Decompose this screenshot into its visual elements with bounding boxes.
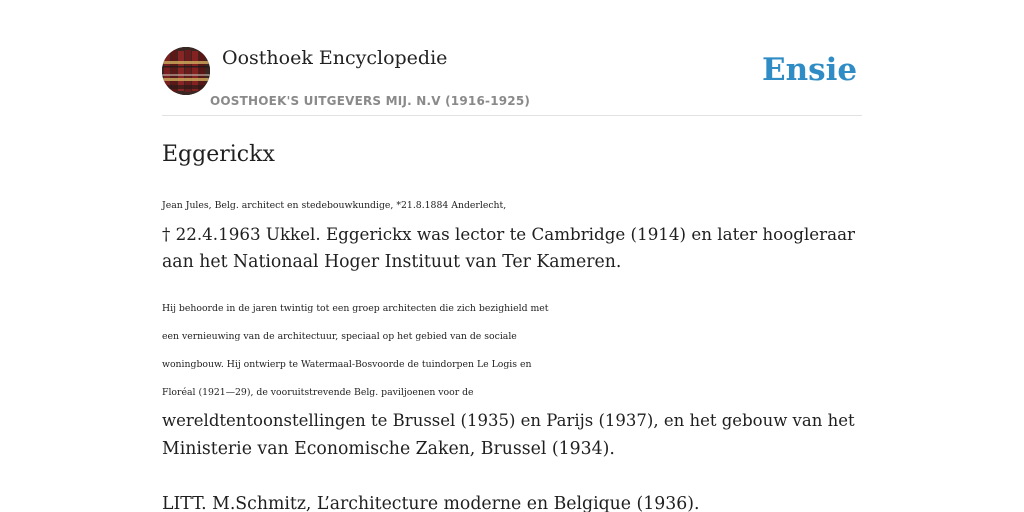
paragraph-line: Ministerie van Economische Zaken, Brussel (1934).	[162, 439, 615, 459]
header-divider	[162, 115, 862, 116]
site-name[interactable]: Oosthoek Encyclopedie	[222, 47, 448, 69]
article-paragraph	[162, 295, 855, 463]
paragraph-line: LITT. M.Schmitz, L’architecture moderne en Belgique (1936).	[162, 494, 700, 512]
paragraph-line: Hij behoorde in de jaren twintig tot een groep architecten die zich bezighield met	[162, 303, 549, 314]
literature-reference	[162, 490, 700, 512]
article-title: Eggerickx	[162, 142, 275, 167]
article-paragraph	[162, 192, 855, 276]
paragraph-line: Jean Jules, Belg. architect en stedebouwkundige, *21.8.1884 Anderlecht,	[162, 200, 507, 211]
book-spines-icon	[162, 47, 210, 95]
paragraph-line: Floréal (1921—29), de vooruitstrevende Belg. paviljoenen voor de	[162, 387, 474, 398]
ensie-logo-link[interactable]: Ensie	[762, 52, 858, 88]
paragraph-line: aan het Nationaal Hoger Instituut van Ter Kameren.	[162, 252, 622, 272]
paragraph-line: woningbouw. Hij ontwierp te Watermaal-Bosvoorde de tuindorpen Le Logis en	[162, 359, 532, 370]
publisher-label: OOSTHOEK'S UITGEVERS MIJ. N.V (1916-1925)	[210, 94, 531, 108]
paragraph-line: † 22.4.1963 Ukkel. Eggerickx was lector te Cambridge (1914) en later hoogleraar	[162, 224, 856, 244]
encyclopedia-avatar[interactable]	[162, 47, 210, 95]
paragraph-line: een vernieuwing van de architectuur, speciaal op het gebied van de sociale	[162, 331, 517, 342]
paragraph-line: wereldtentoonstellingen te Brussel (1935) en Parijs (1937), en het gebouw van het	[162, 411, 855, 430]
